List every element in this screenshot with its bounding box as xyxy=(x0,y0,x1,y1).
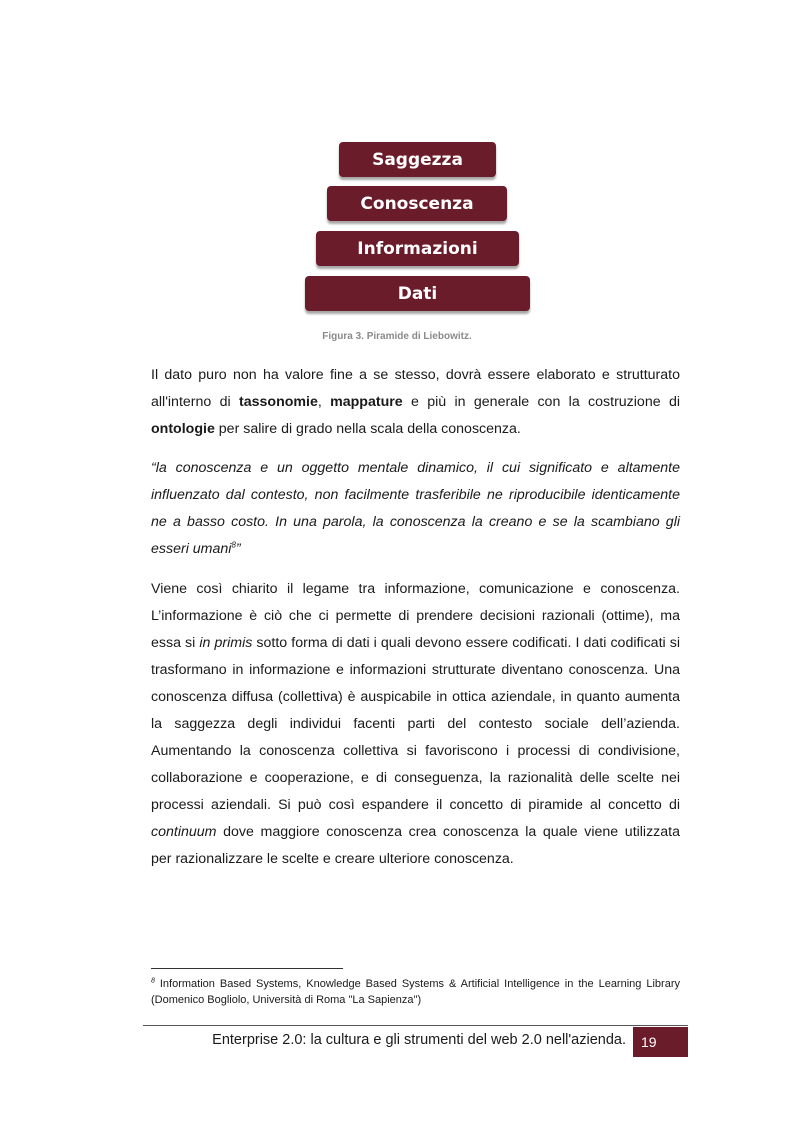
p1-text-e: e più in generale con la costruzione di xyxy=(402,394,680,410)
p2-term-in-primis: in primis xyxy=(199,635,253,651)
p1-term-mappature: mappature xyxy=(330,394,403,410)
footnote-text: Information Based Systems, Knowledge Based Systems & Artificial Intelligence in the Learning Library (Domenico Bogliolo, Università di Roma "La Sapienza") xyxy=(151,978,680,1006)
p1-term-tassonomie: tassonomie xyxy=(239,394,318,410)
p1-text-a: Il dato puro non ha valore fine a se stesso, dovrà essere elaborato e strutturato all'interno di xyxy=(151,367,680,410)
pyramid-tier-informazioni: Informazioni xyxy=(316,231,519,266)
p2-text-e: dove maggiore conoscenza crea conoscenza la quale viene utilizzata per razionalizzare le scelte e creare ulteriore conoscenza. xyxy=(151,824,680,867)
footer-separator xyxy=(143,1025,688,1026)
footnote-number: 8 xyxy=(151,977,155,985)
footnote-separator xyxy=(151,968,343,969)
p2-text-c: sotto forma di dati i quali devono essere codificati. I dati codificati si trasformano in informazione e informazioni strutturate diventano conoscenza. Una conoscenza diffusa (collettiva) è auspicabile in ottica aziendale, in quanto aumenta la saggezza degli individui facenti parti del contesto sociale dell’azienda. Aumentando la conoscenza collettiva si favoriscono i processi di condivisione, collaborazione e cooperazione, e di conseguenza, la razionalità delle scelte nei processi aziendali. Si può così espandere il concetto di piramide al concetto di xyxy=(151,635,680,813)
p1-term-ontologie: ontologie xyxy=(151,421,215,437)
pyramid-figure xyxy=(0,0,794,320)
quote-text: “la conoscenza e un oggetto mentale dinamico, il cui significato e altamente influenzato dal contesto, non facilmente trasferibile ne riproducibile identicamente ne a basso costo. In una parola, la conoscenza la creano e se la scambiano gli esseri umani xyxy=(151,460,680,557)
p1-text-g: per salire di grado nella scala della conoscenza. xyxy=(214,421,521,437)
pyramid-tier-dati: Dati xyxy=(305,276,530,311)
footer-title: Enterprise 2.0: la cultura e gli strumenti del web 2.0 nell'azienda. xyxy=(212,1032,626,1048)
paragraph-1 xyxy=(151,362,680,443)
quote-close: ” xyxy=(235,541,241,557)
p1-text-c: , xyxy=(317,394,331,410)
page-number: 19 xyxy=(633,1027,688,1057)
footnote-ref: 8 xyxy=(231,540,236,550)
p2-term-continuum: continuum xyxy=(151,824,217,840)
pyramid-tier-conoscenza: Conoscenza xyxy=(327,186,507,221)
pyramid-tier-saggezza: Saggezza xyxy=(339,142,496,177)
figure-caption: Figura 3. Piramide di Liebowitz. xyxy=(322,331,472,342)
quote-paragraph xyxy=(151,455,680,563)
p2-text-a: Viene così chiarito il legame tra informazione, comunicazione e conoscenza. L’informazione è ciò che ci permette di prendere decisioni razionali (ottime), ma essa si xyxy=(151,581,680,651)
paragraph-2 xyxy=(151,576,680,873)
footnote xyxy=(151,976,680,1008)
